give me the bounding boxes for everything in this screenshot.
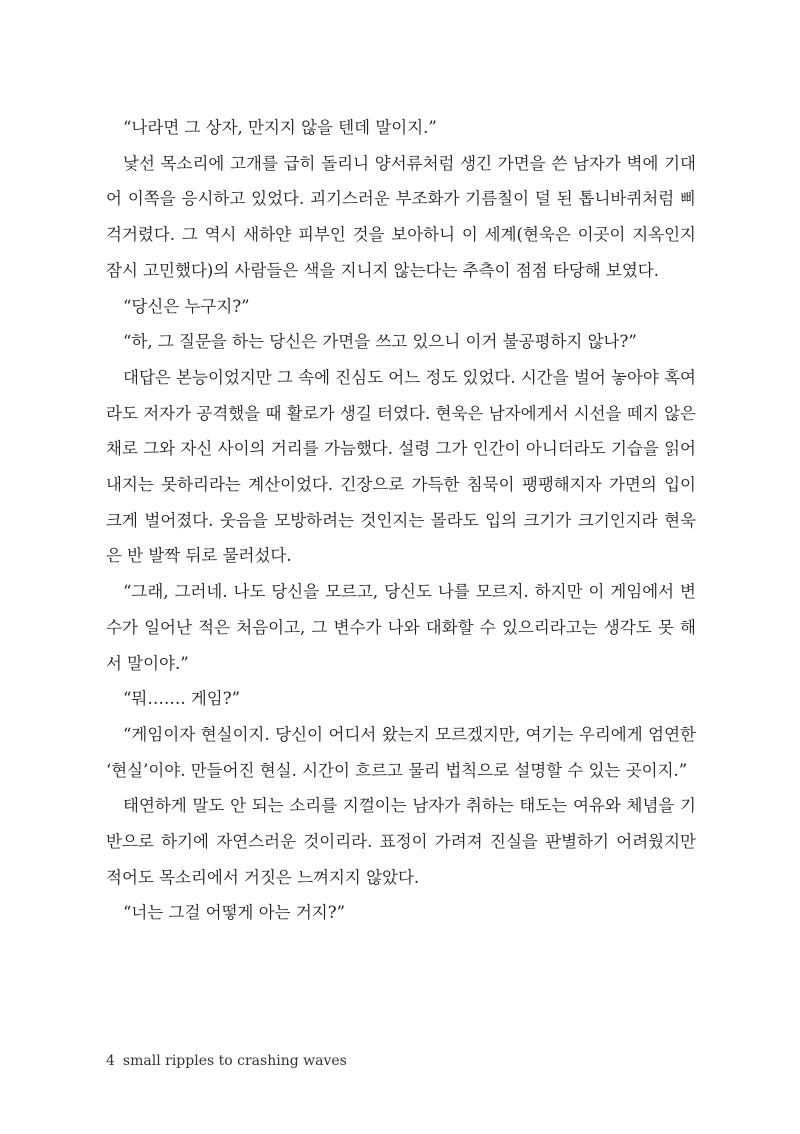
paragraph: “뭐……. 게임?”: [123, 689, 241, 709]
paragraph: “당신은 누구지?”: [123, 296, 250, 316]
running-title: small ripples to crashing waves: [122, 1053, 347, 1069]
paragraph: “너는 그걸 어떻게 아는 거지?”: [123, 903, 346, 923]
paragraph: “그래, 그러네. 나도 당신을 모르고, 당신도 나를 모르지. 하지만 이 게임에서 변수가 일어난 적은 처음이고, 그 변수가 나와 대화할 수 있으리라고는 생각도 못 해서 말이야.”: [106, 582, 696, 673]
paragraph: 대답은 본능이었지만 그 속에 진심도 어느 정도 있었다. 시간을 벌어 놓아야 혹여라도 저자가 공격했을 때 활로가 생길 터였다. 현욱은 남자에게서 시선을 떼지 않은 채로 그와 자신 사이의 거리를 가늠했다. 설령 그가 인간이 아니더라도 기습을 읽어내지는 못하리라는 계산이었다. 긴장으로 가득한 침묵이 팽팽해지자 가면의 입이 크게 벌어졌다. 웃음을 모방하려는 것인지는 몰라도 입의 크기가 크기인지라 현욱은 반 발짝 뒤로 물러섰다.: [106, 367, 696, 566]
body-text: [106, 110, 696, 931]
page-footer: [106, 1051, 355, 1071]
paragraph: “나라면 그 상자, 만지지 않을 텐데 말이지.”: [123, 118, 437, 137]
paragraph: 태연하게 말도 안 되는 소리를 지껄이는 남자가 취하는 태도는 여유와 체념을 기반으로 하기에 자연스러운 것이리라. 표정이 가려져 진실을 판별하기 어려웠지만 적어도 목소리에서 거짓은 느껴지지 않았다.: [106, 796, 696, 887]
paragraph: 낯선 목소리에 고개를 급히 돌리니 양서류처럼 생긴 가면을 쓴 남자가 벽에 기대어 이쪽을 응시하고 있었다. 괴기스러운 부조화가 기름칠이 덜 된 톱니바퀴처럼 삐걱거렸다. 그 역시 새하얀 피부인 것을 보아하니 이 세계(현욱은 이곳이 지옥인지 잠시 고민했다)의 사람들은 색을 지니지 않는다는 추측이 점점 타당해 보였다.: [106, 153, 696, 280]
paragraph: “게임이자 현실이지. 당신이 어디서 왔는지 모르겠지만, 여기는 우리에게 엄연한 ‘현실’이야. 만들어진 현실. 시간이 흐르고 물리 법칙으로 설명할 수 있는 곳이지.”: [106, 724, 696, 780]
paragraph: “하, 그 질문을 하는 당신은 가면을 쓰고 있으니 이거 불공평하지 않나?”: [123, 332, 637, 352]
page-number: 4: [106, 1053, 115, 1069]
